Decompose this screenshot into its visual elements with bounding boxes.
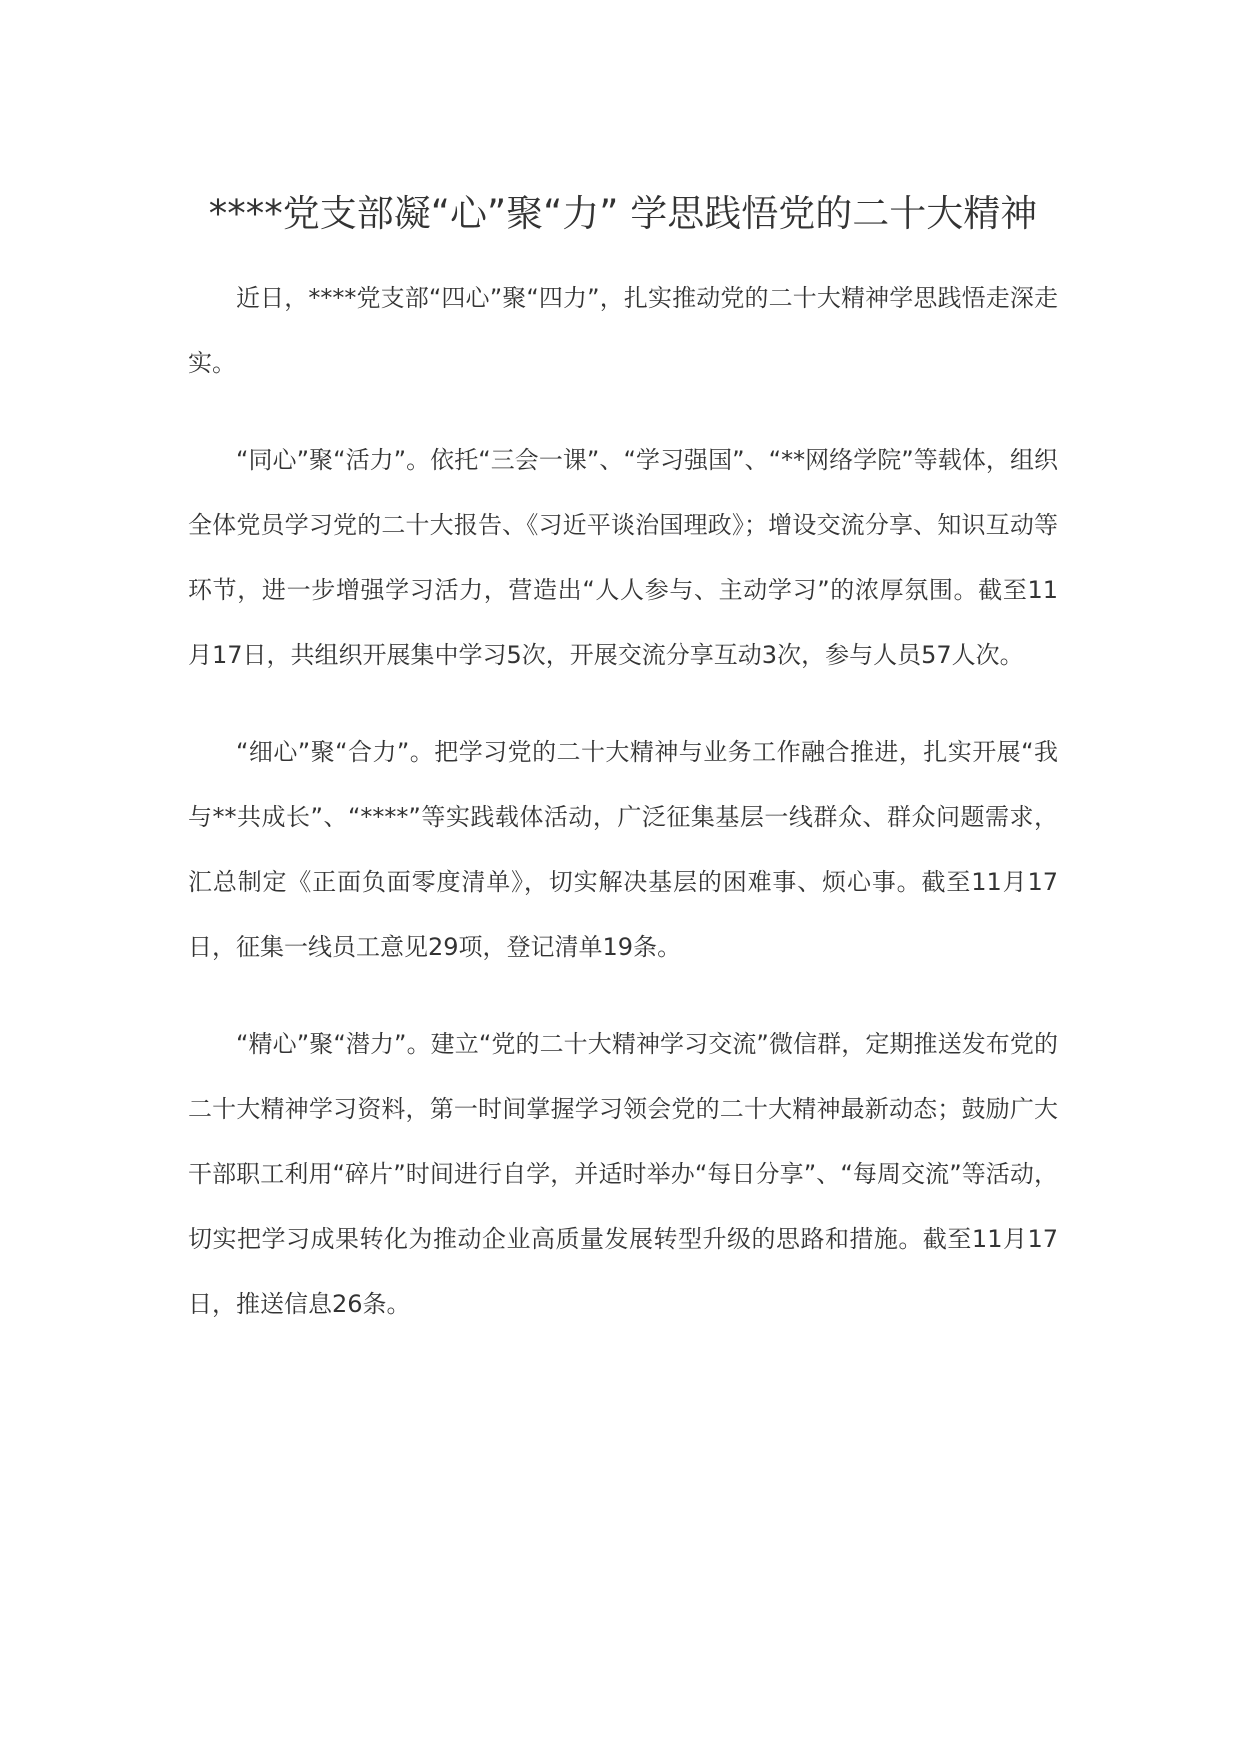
- paragraph-xixin: “细心”聚“合力”。把学习党的二十大精神与业务工作融合推进，扎实开展“我与**共成长”、“****”等实践载体活动，广泛征集基层一线群众、群众问题需求，汇总制定《正面负面零度清单》，切实解决基层的困难事、烦心事。截至11月17日，征集一线员工意见29项，登记清单19条。: [188, 738, 1058, 961]
- paragraph-jingxin: “精心”聚“潜力”。建立“党的二十大精神学习交流”微信群，定期推送发布党的二十大精神学习资料，第一时间掌握学习领会党的二十大精神最新动态；鼓励广大干部职工利用“碎片”时间进行自学，并适时举办“每日分享”、“每周交流”等活动，切实把学习成果转化为推动企业高质量发展转型升级的思路和措施。截至11月17日，推送信息26条。: [188, 1030, 1058, 1318]
- document-title: ****党支部凝“心”聚“力” 学思践悟党的二十大精神: [208, 192, 1038, 235]
- paragraph-intro: 近日，****党支部“四心”聚“四力”，扎实推动党的二十大精神学思践悟走深走实。: [188, 284, 1058, 377]
- document-page: [188, 182, 1058, 1337]
- paragraph-tongxin: “同心”聚“活力”。依托“三会一课”、“学习强国”、“**网络学院”等载体，组织全体党员学习党的二十大报告、《习近平谈治国理政》；增设交流分享、知识互动等环节，进一步增强学习活力，营造出“人人参与、主动学习”的浓厚氛围。截至11月17日，共组织开展集中学习5次，开展交流分享互动3次，参与人员57人次。: [188, 446, 1058, 669]
